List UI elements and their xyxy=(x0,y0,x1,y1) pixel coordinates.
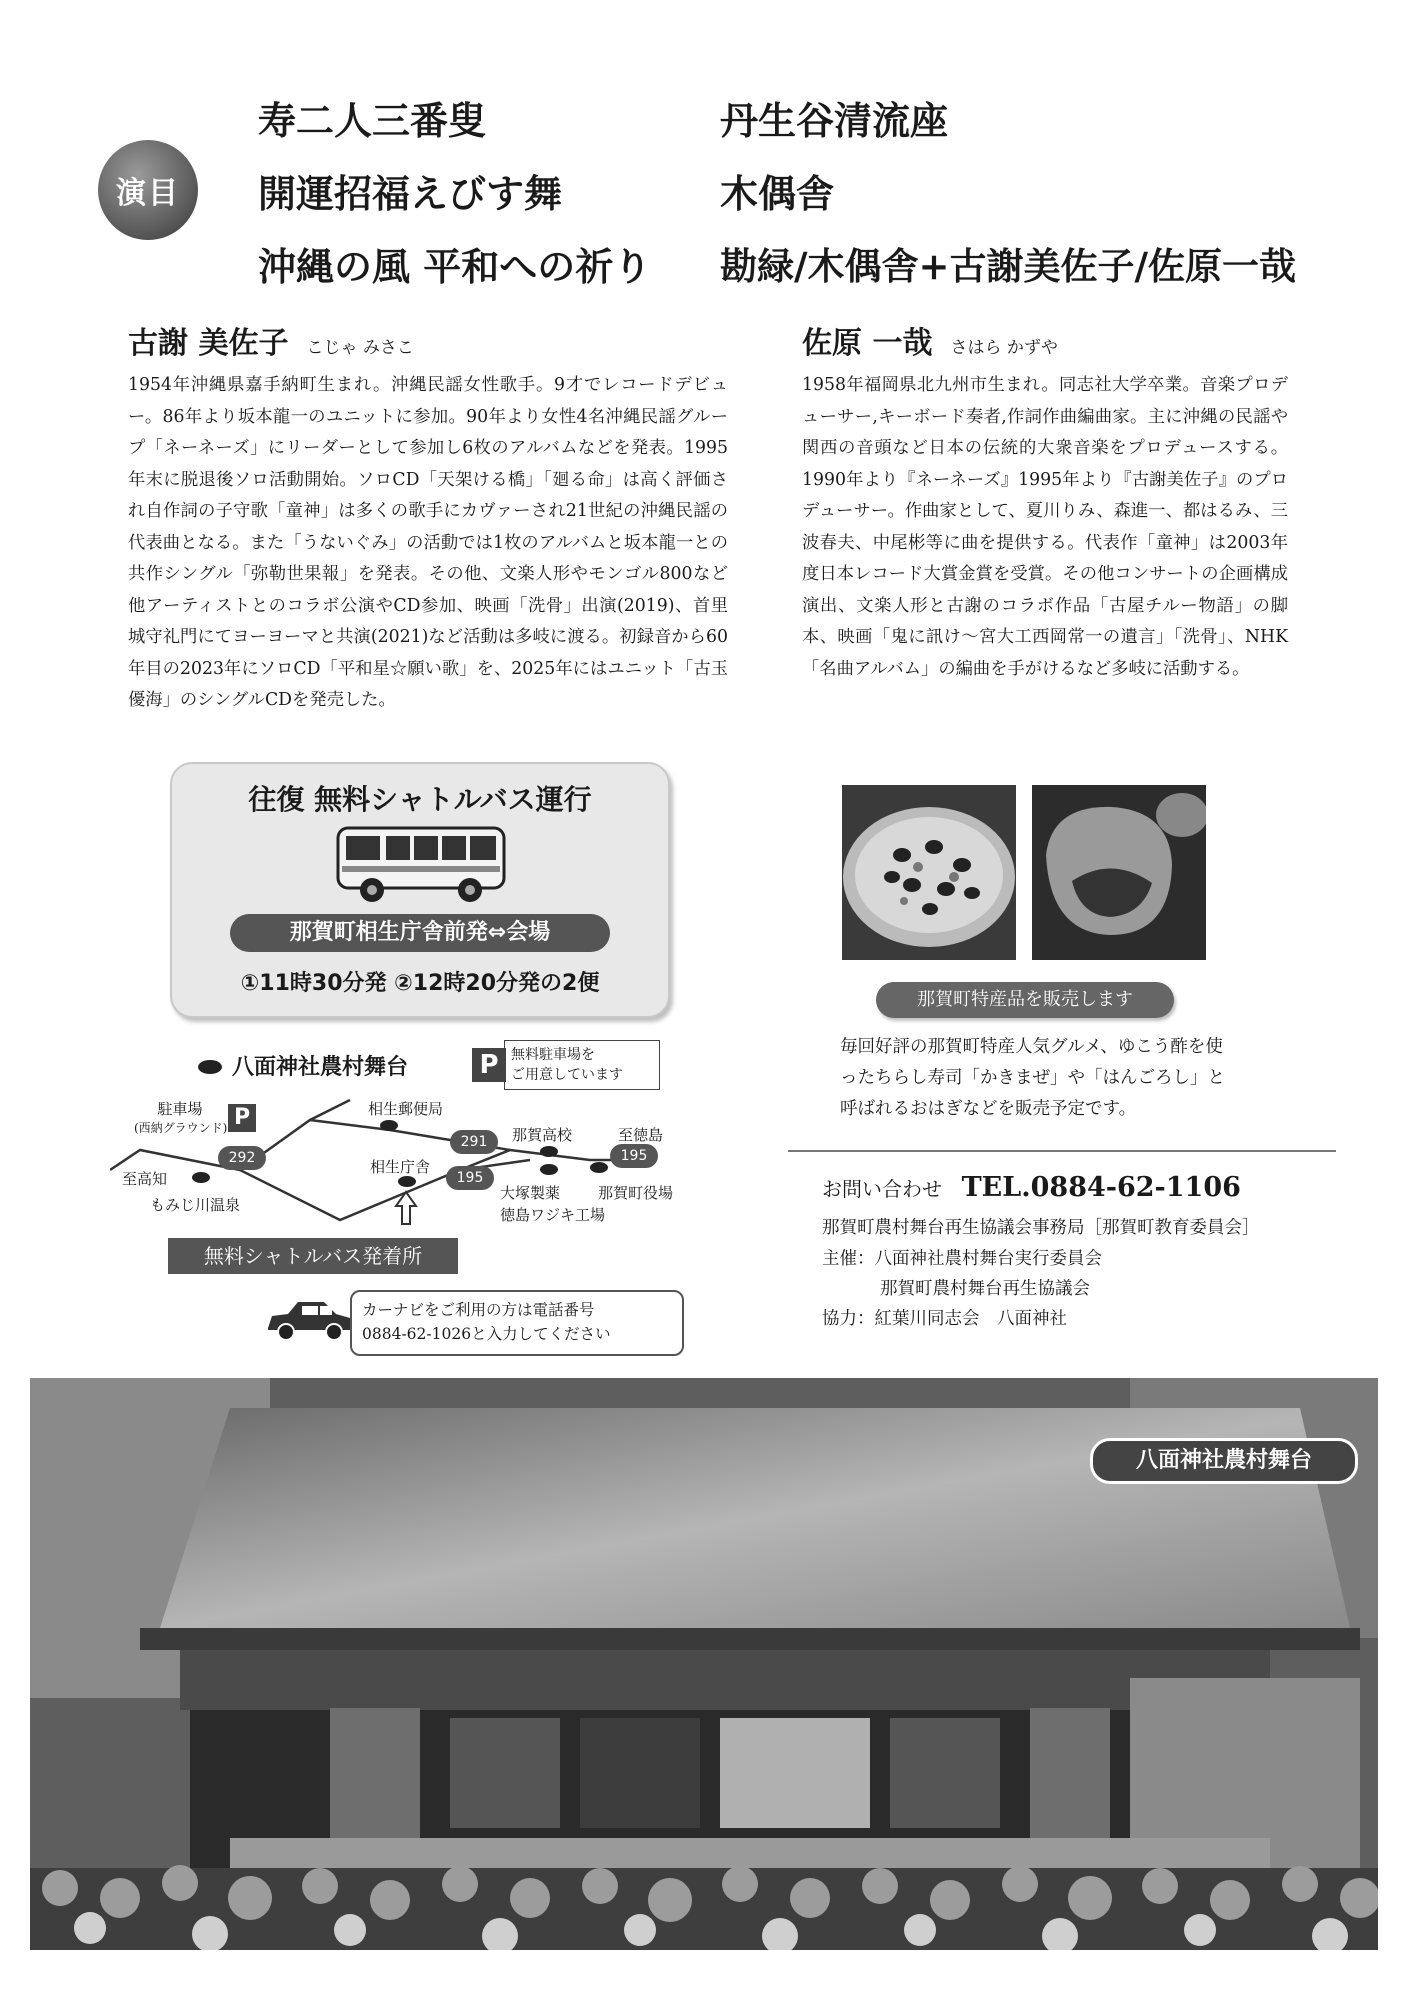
contact-header xyxy=(822,1172,1241,1203)
shuttle-stop-label: 無料シャトルバス発着所 xyxy=(168,1238,458,1274)
post-office-dot xyxy=(380,1120,398,1131)
shuttle-route: 那賀町相生庁舎前発⇔会場 xyxy=(230,914,610,952)
map-momiji: もみじ川温泉 xyxy=(150,1196,241,1214)
bio-kana: さはら かずや xyxy=(950,338,1058,358)
aioi-office-dot xyxy=(398,1176,416,1187)
program-performer-1: 丹生谷清流座 xyxy=(720,98,949,143)
bus-icon xyxy=(332,822,512,906)
food-photo-ohagi xyxy=(1032,785,1206,960)
naga-hs-dot xyxy=(540,1146,558,1157)
shuttle-departures: ①11時30分発 ②12時20分発の2便 xyxy=(240,971,600,996)
ohagi-image xyxy=(1032,785,1206,960)
map-aioi-office: 相生庁舎 xyxy=(370,1158,431,1176)
food-sale-pill: 那賀町特産品を販売します xyxy=(876,982,1174,1018)
contact-cooperation: 協力：紅葉川同志会 八面神社 xyxy=(822,1309,1067,1329)
contact-label: お問い合わせ xyxy=(822,1177,942,1201)
map-venue-label: 八面神社農村舞台 xyxy=(232,1054,409,1080)
shuttle-info-box xyxy=(170,762,670,1018)
shuttle-title: 往復 無料シャトルバス運行 xyxy=(248,783,592,816)
bio-name-koja xyxy=(128,318,414,362)
free-parking-line-1: 無料駐車場を xyxy=(511,1047,595,1063)
map-naga-town: 那賀町役場 xyxy=(598,1184,674,1202)
bio-name-sahara xyxy=(802,318,1058,362)
car-icon xyxy=(262,1298,356,1344)
map-aioi-post: 相生郵便局 xyxy=(368,1100,444,1118)
road-292-badge: 292 xyxy=(218,1146,266,1170)
road-291-badge: 291 xyxy=(450,1130,498,1154)
map-otsuka: 大塚製薬 xyxy=(500,1184,561,1202)
carnavi-line-1: カーナビをご利用の方は電話番号 xyxy=(362,1301,595,1319)
bio-text-sahara: 1958年福岡県北九州市生まれ。同志社大学卒業。音楽プロデューサー,キーボード奏者,作詞作曲編曲家。主に沖縄の民謡や関西の音頭など日本の伝統的大衆音楽をプロデュースする。1990年より『ネーネーズ』1995年より『古謝美佐子』のプロデューサー。作曲家として、夏川りみ、森進一、都はるみ、三波春夫、中尾彬等に曲を提供する。代表作「童神」は2003年度日本レコード大賞金賞を受賞。その他コンサートの企画構成演出、文楽人形と古謝のコラボ作品「古屋チルー物語」の脚本、映画「鬼に訊け〜宮大工西岡常一の遺言」「洗骨」、NHK「名曲アルバム」の編曲を手がけるなど多岐に活動する。 xyxy=(802,375,1288,679)
carnavi-line-2: 0884-62-1026と入力してください xyxy=(362,1325,611,1343)
contact-office: 那賀町農村舞台再生協議会事務局［那賀町教育委員会］ xyxy=(822,1218,1260,1238)
otsuka-dot xyxy=(540,1164,558,1175)
bio-kana: こじゃ みさこ xyxy=(306,338,414,358)
road-195-badge-east: 195 xyxy=(610,1144,658,1168)
organizer-name-1: 八面神社農村舞台実行委員会 xyxy=(874,1249,1102,1269)
map-shitaka: 至高知 xyxy=(122,1170,168,1188)
free-parking-note xyxy=(504,1040,660,1090)
program-title-2: 開運招福えびす舞 xyxy=(258,171,563,216)
free-parking-line-2: ご用意しています xyxy=(511,1067,623,1083)
contact-tel: TEL.0884-62-1106 xyxy=(961,1172,1241,1203)
map-tokushima-wajiki: 徳島ワジキ工場 xyxy=(500,1206,606,1224)
bio-name-text: 古謝 美佐子 xyxy=(128,326,289,361)
chirashi-image xyxy=(842,785,1016,960)
food-description: 毎回好評の那賀町特産人気グルメ、ゆこう酢を使ったちらし寿司「かきまぜ」や「はんごろし」と呼ばれるおはぎなどを販売予定です。 xyxy=(840,1037,1225,1119)
map-shitoku: 至徳島 xyxy=(618,1126,664,1144)
parking-lot-line-1: 駐車場 xyxy=(157,1100,203,1118)
parking-lot-icon: P xyxy=(228,1104,256,1132)
venue-dot xyxy=(198,1060,222,1074)
bio-name-text: 佐原 一哉 xyxy=(802,326,933,361)
parking-icon: P xyxy=(472,1048,506,1082)
carnavi-note xyxy=(350,1290,684,1356)
map-parking-lot xyxy=(134,1098,226,1136)
arrow-up-icon xyxy=(394,1190,418,1226)
stage-photo-label: 八面神社農村舞台 xyxy=(1090,1438,1358,1484)
program-performer-3: 勘緑/木偶舎+古謝美佐子/佐原一哉 xyxy=(720,244,1297,288)
map-naga-hs: 那賀高校 xyxy=(512,1126,573,1144)
program-title-1: 寿二人三番叟 xyxy=(258,98,487,143)
food-photo-chirashi xyxy=(842,785,1016,960)
section-divider xyxy=(788,1150,1336,1152)
bio-text-koja: 1954年沖縄県嘉手納町生まれ。沖縄民謡女性歌手。9才でレコードデビュー。86年より坂本龍一のユニットに参加。90年より女性4名沖縄民謡グループ「ネーネーズ」にリーダーとして参加し6枚のアルバムなどを発表。1995年末に脱退後ソロ活動開始。ソロCD「天架ける橋」「廻る命」は高く評価され自作詞の子守歌「童神」は多くの歌手にカヴァーされ21世紀の沖縄民謡の代表曲となる。また「うないぐみ」の活動では1枚のアルバムと坂本龍一との共作シングル「弥勒世果報」を発表。その他、文楽人形やモンゴル800など他アーティストとのコラボ公演やCD参加、映画「洗骨」出演(2019)、首里城守礼門にてヨーヨーマと共演(2021)など活動は多岐に渡る。初録音から60年目の2023年にソロCD「平和星☆願い歌」を、2025年にはユニット「古玉優海」のシングルCDを発売した。 xyxy=(128,375,728,710)
contact-organizer-2: 那賀町農村舞台再生協議会 xyxy=(880,1279,1090,1299)
naga-town-dot xyxy=(590,1162,608,1173)
momiji-dot xyxy=(192,1172,210,1183)
parking-lot-line-2: (西納グラウンド) xyxy=(134,1121,228,1135)
program-badge: 演目 xyxy=(98,140,198,240)
organizer-label: 主催： xyxy=(822,1249,875,1269)
road-195-badge: 195 xyxy=(446,1166,494,1190)
program-title-3: 沖縄の風 平和への祈り xyxy=(258,244,652,289)
contact-organizer-1 xyxy=(822,1245,1102,1270)
program-performer-2: 木偶舎 xyxy=(720,171,835,216)
